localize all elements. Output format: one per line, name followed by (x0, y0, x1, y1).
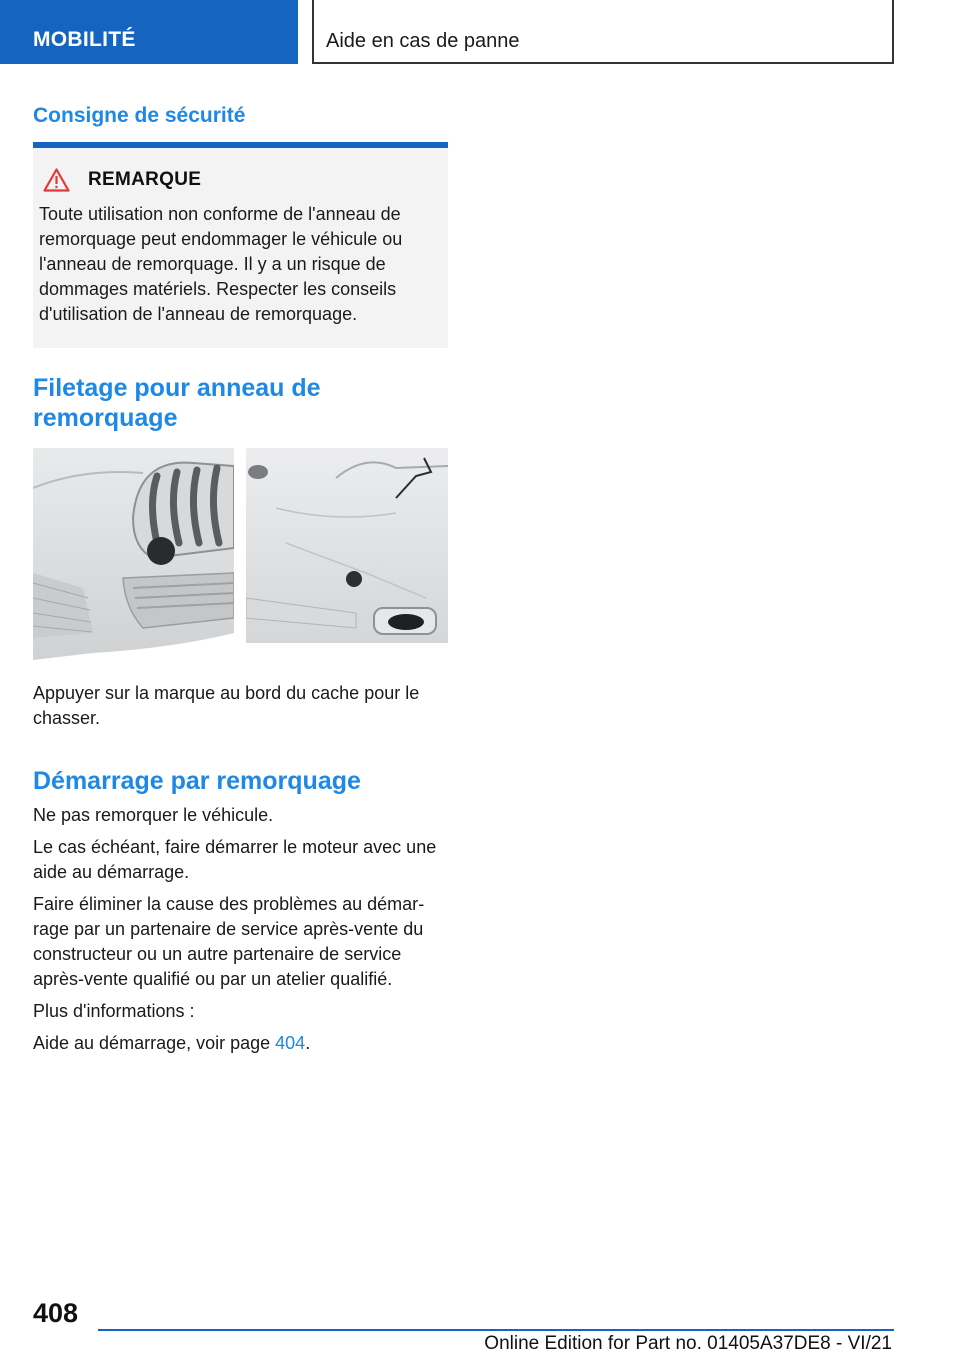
thread-heading: Filetage pour anneau de remorquage (33, 374, 321, 432)
header-section-tab (0, 0, 298, 64)
jump-paragraph-5 (33, 1031, 448, 1056)
jump-paragraph-4: Plus d'informations : (33, 1001, 195, 1021)
header-chapter-box (312, 0, 894, 64)
header-section-label: MOBILITÉ (33, 28, 136, 51)
front-bumper-image (33, 448, 234, 663)
jump-ref-suffix: . (305, 1033, 311, 1053)
jump-paragraph-1: Ne pas remorquer le véhicule. (33, 805, 274, 825)
header-chapter-label: Aide en cas de panne (326, 30, 520, 52)
warning-box (33, 148, 448, 348)
safety-heading: Consigne de sécurité (33, 104, 246, 127)
warning-label: REMARQUE (88, 169, 202, 190)
jump-heading: Démarrage par remorquage (33, 767, 361, 795)
warning-text: Toute utilisation non conforme de l'anneau de remorquage peut endommager le véhicule ou l'anneau de remorquage. Il y a un risque de dommages matériels. Respecter les conseils d'utilisation de l'anneau de remorquage. (39, 204, 403, 324)
warning-triangle-icon (43, 168, 70, 192)
footer-edition: Online Edition for Part no. 01405A37DE8 - VI/21 (484, 1333, 892, 1354)
warning-header (43, 168, 201, 192)
page-number: 408 (33, 1298, 79, 1328)
jump-paragraph-2: Le cas échéant, faire démarrer le moteur avec une aide au démarrage. (33, 837, 437, 882)
jump-paragraph-3: Faire éliminer la cause des problèmes au démarrage par un partenaire de service après-vente du constructeur ou un autre partenaire de service après-vente qualifié ou par un atelier qualifié. (33, 894, 425, 989)
jump-body (33, 803, 448, 1063)
rear-bumper-image (246, 448, 448, 643)
thread-caption: Appuyer sur la marque au bord du cache pour le chasser. (33, 683, 420, 728)
page-reference-link[interactable]: 404 (275, 1033, 306, 1053)
footer-divider (98, 1329, 894, 1331)
jump-ref-prefix: Aide au démarrage, voir page (33, 1033, 276, 1053)
